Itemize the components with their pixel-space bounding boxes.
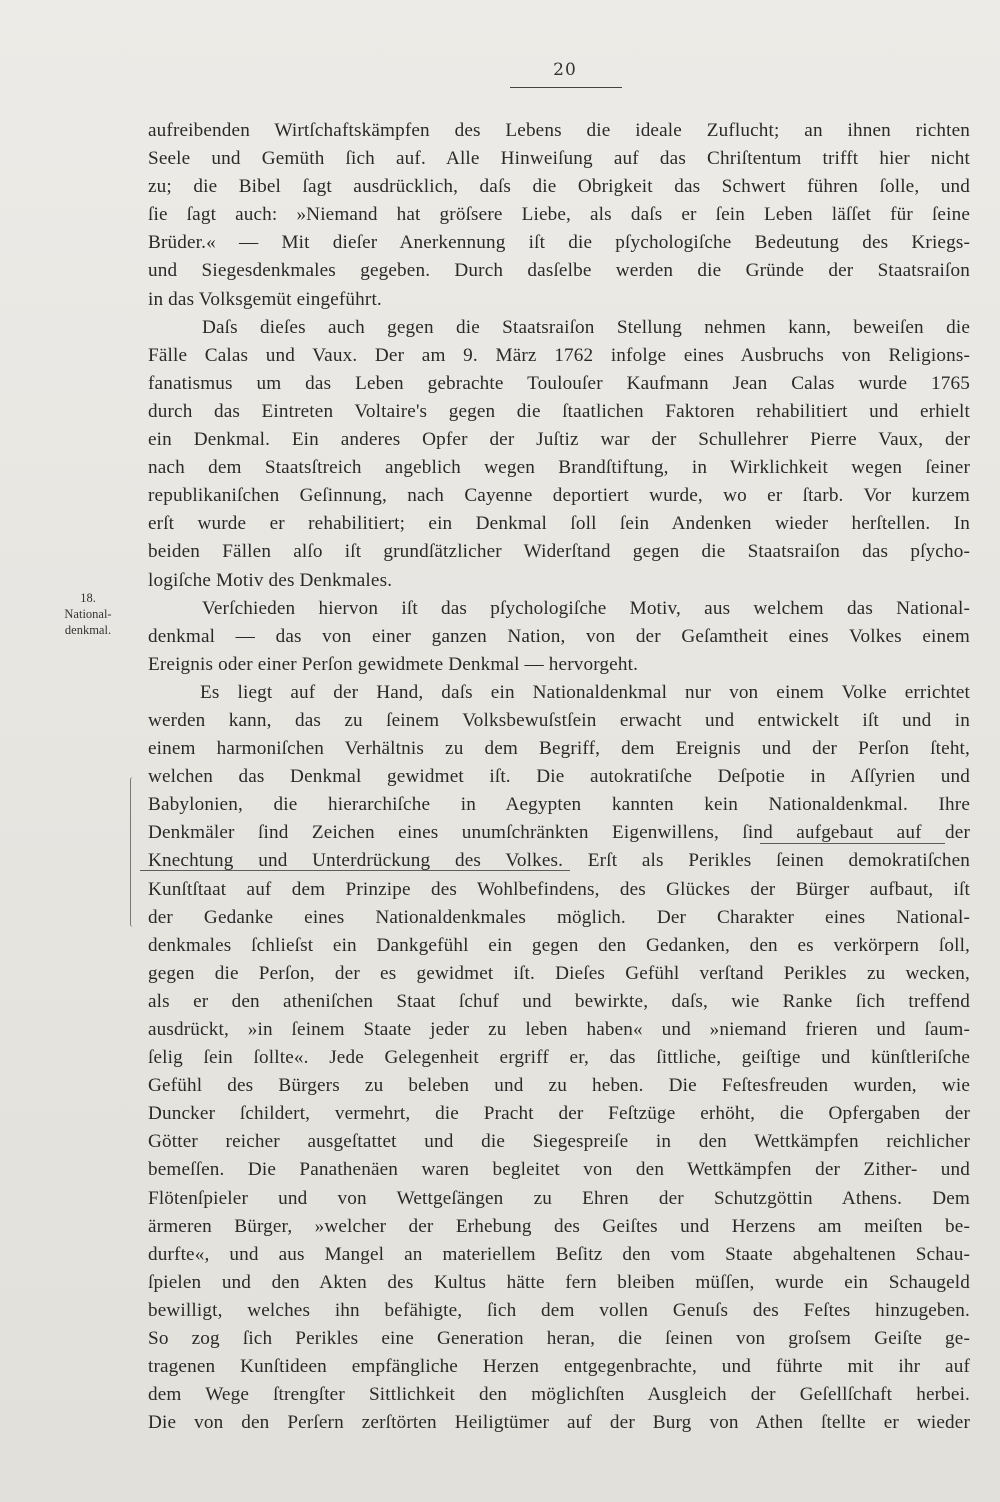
text-line: zu; die Bibel ſagt ausdrücklich, daſs die Obrigkeit das Schwert führen ſolle, und — [148, 176, 970, 198]
text-line: logiſche Motiv des Denkmales. — [148, 569, 393, 591]
text-line: So zog ſich Perikles eine Generation heran, die ſeinen von groſsem Geiſte ge- — [148, 1328, 970, 1350]
text-line: ausdrückt, »in ſeinem Staate jeder zu leben haben« und »niemand frieren und ſaum- — [148, 1019, 970, 1040]
text-line: durfte«, und aus Mangel an materiellem Beſitz den vom Staate abgehaltenen Schau- — [148, 1243, 970, 1265]
text-line: tragenen Kunſtideen empfängliche Herzen entgegenbrachte, und führte mit ihr auf — [148, 1356, 970, 1378]
text-line: als er den atheniſchen Staat ſchuf und bewirkte, daſs, wie Ranke ſich treffend — [148, 990, 970, 1012]
text-line: Götter reicher ausgeſtattet und die Siegespreiſe in den Wettkämpfen reichlicher — [148, 1131, 970, 1153]
text-line: ein Denkmal. Ein anderes Opfer der Juſtiz war der Schullehrer Pierre Vaux, der — [148, 429, 970, 451]
text-line: republikaniſchen Geſinnung, nach Cayenne deportiert wurde, wo er ſtarb. Vor kurzem — [148, 485, 970, 507]
text-line: werden kann, das zu ſeinem Volksbewuſstſein erwacht und entwickelt iſt und in — [148, 709, 970, 731]
text-line: aufreibenden Wirtſchaftskämpfen des Lebens die ideale Zuflucht; an ihnen richten — [148, 120, 970, 141]
text-line: Duncker ſchildert, vermehrt, die Pracht der Feſtzüge erhöht, die Opfergaben der — [148, 1103, 970, 1125]
margin-note-number: 18. — [80, 591, 96, 605]
text-line: denkmal — das von einer ganzen Nation, von der Geſamtheit eines Volkes einem — [148, 625, 970, 647]
text-line: ſelig ſein ſollte«. Jede Gelegenheit ergriff er, das ſittliche, geiſtige und künſtleriſche — [148, 1047, 970, 1069]
body-text — [148, 117, 970, 1437]
page-number: 20 — [553, 60, 577, 80]
pencil-margin-bracket — [130, 777, 137, 927]
text-line: und Siegesdenkmales gegeben. Durch dasſelbe werden die Gründe der Staatsraiſon — [148, 260, 970, 282]
text-line: Babylonien, die hierarchiſche in Aegypten kannten kein Nationaldenkmal. Ihre — [148, 794, 970, 816]
text-line: dem Wege ſtrengſter Sittlichkeit den möglichſten Ausgleich der Geſellſchaft herbei. — [148, 1384, 970, 1406]
text-line: ſpielen und den Akten des Kultus hätte fern bleiben müſſen, wurde ein Schaugeld — [148, 1271, 970, 1293]
text-line: gegen die Perſon, der es gewidmet iſt. Dieſes Gefühl verſtand Perikles zu wecken, — [148, 962, 970, 984]
text-line: fanatismus um das Leben gebrachte Toulouſer Kaufmann Jean Calas wurde 1765 — [148, 372, 970, 394]
text-line: Verſchieden hiervon iſt das pſychologiſche Motiv, aus welchem das National- — [202, 597, 970, 619]
text-line: ärmeren Bürger, »welcher der Erhebung des Geiſtes und Herzens am meiſten be- — [148, 1215, 970, 1237]
text-line: ſie ſagt auch: »Niemand hat gröſsere Liebe, als daſs er ſein Leben läſſet für ſeine — [148, 204, 970, 226]
text-line: Denkmäler ſind Zeichen eines unumſchränkten Eigenwillens, ſind aufgebaut auf der — [148, 822, 970, 844]
margin-note-line2: denkmal. — [64, 623, 112, 637]
text-line: Knechtung und Unterdrückung des Volkes. Erſt als Perikles ſeinen demokratiſchen — [148, 850, 970, 872]
text-line: Flötenſpieler und von Wettgeſängen zu Ehren der Schutzgöttin Athens. Dem — [148, 1187, 970, 1209]
margin-note — [48, 590, 128, 638]
margin-note-line1: National- — [64, 607, 112, 621]
text-line: Seele und Gemüth ſich auf. Alle Hinweiſung auf das Chriſtentum trifft hier nicht — [148, 148, 970, 170]
text-line: bemeſſen. Die Panathenäen waren begleitet von den Wettkämpfen der Zither- und — [148, 1159, 970, 1181]
text-line: welchen das Denkmal gewidmet iſt. Die autokratiſche Deſpotie in Aſſyrien und — [148, 766, 970, 788]
text-line: einem harmoniſchen Verhältnis zu dem Begriff, dem Ereignis und der Perſon ſteht, — [148, 738, 970, 760]
text-line: durch das Eintreten Voltaire's gegen die ſtaatlichen Faktoren rehabilitiert und erhielt — [148, 400, 970, 422]
text-line: bewilligt, welches ihn befähigte, ſich dem vollen Genuſs des Feſtes hinzugeben. — [148, 1299, 970, 1321]
text-line: Die von den Perſern zerſtörten Heiligtümer auf der Burg von Athen ſtellte er wieder — [148, 1412, 970, 1434]
text-line: denkmales ſchlieſst ein Dankgefühl ein gegen den Gedanken, den es verkörpern ſoll, — [148, 934, 970, 956]
text-line: nach dem Staatsſtreich angeblich wegen Brandſtiftung, in Wirklichkeit wegen ſeiner — [148, 457, 970, 479]
page-number-rule — [510, 87, 622, 88]
text-line: der Gedanke eines Nationaldenkmales möglich. Der Charakter eines National- — [148, 906, 970, 928]
text-line: Es liegt auf der Hand, daſs ein Nationaldenkmal nur von einem Volke errichtet — [200, 681, 970, 703]
text-line: Fälle Calas und Vaux. Der am 9. März 1762 infolge eines Ausbruchs von Religions- — [148, 344, 970, 366]
text-line: Brüder.« — Mit dieſer Anerkennung iſt die pſychologiſche Bedeutung des Kriegs- — [148, 232, 970, 254]
text-line: Kunſtſtaat auf dem Prinzipe des Wohlbefindens, des Glückes der Bürger aufbaut, iſt — [148, 878, 970, 900]
text-line: Daſs dieſes auch gegen die Staatsraiſon Stellung nehmen kann, beweiſen die — [202, 316, 970, 338]
text-line: in das Volksgemüt eingeführt. — [148, 288, 382, 310]
text-line: Ereignis oder einer Perſon gewidmete Denkmal — hervorgeht. — [148, 653, 639, 675]
text-line: beiden Fällen alſo iſt grundſätzlicher Widerſtand gegen die Staatsraiſon das pſycho- — [148, 541, 970, 563]
text-line: erſt wurde er rehabilitiert; ein Denkmal ſoll ſein Andenken wieder herſtellen. In — [148, 513, 970, 535]
text-line: Gefühl des Bürgers zu beleben und zu heben. Die Feſtesfreuden wurden, wie — [148, 1075, 970, 1097]
